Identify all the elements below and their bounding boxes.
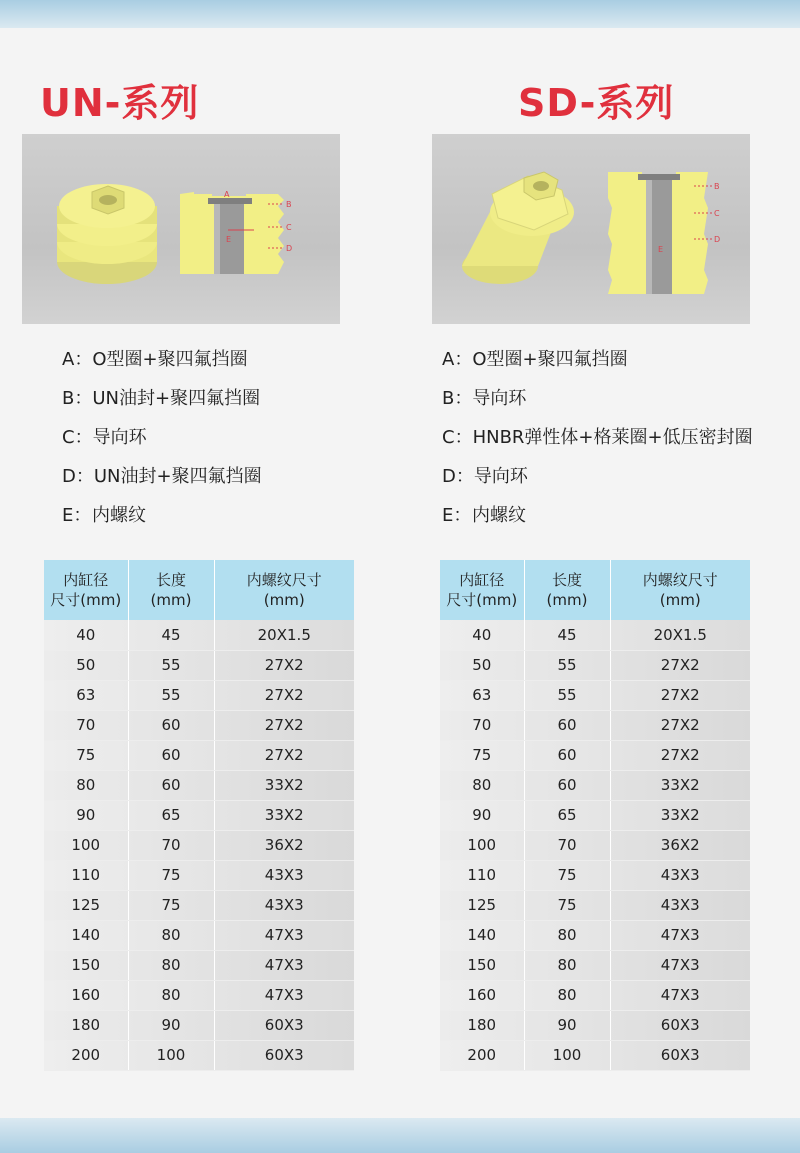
- cell-length: 60: [128, 710, 214, 740]
- un-callout-c: C: [286, 223, 292, 232]
- table-row: [44, 890, 354, 920]
- table-row: [44, 950, 354, 980]
- cell-thread-size: 47X3: [214, 980, 354, 1010]
- table-row: [44, 1040, 354, 1070]
- header-thread-size: 内螺纹尺寸 (mm): [610, 560, 750, 620]
- un-legend-item: [62, 426, 262, 465]
- cell-thread-size: 36X2: [214, 830, 354, 860]
- cell-bore-size: 180: [44, 1010, 128, 1040]
- un-seal-illustration: [22, 134, 340, 324]
- sd-legend-item: [442, 348, 753, 387]
- cell-bore-size: 140: [44, 920, 128, 950]
- cell-thread-size: 27X2: [610, 740, 750, 770]
- legend-key: E：: [442, 505, 472, 526]
- cell-bore-size: 63: [44, 680, 128, 710]
- cell-length: 80: [524, 980, 610, 1010]
- table-row: [440, 830, 750, 860]
- cell-bore-size: 90: [44, 800, 128, 830]
- cell-length: 55: [524, 680, 610, 710]
- cell-length: 80: [524, 920, 610, 950]
- cell-bore-size: 80: [44, 770, 128, 800]
- legend-key: A：: [442, 349, 473, 370]
- cell-thread-size: 27X2: [214, 680, 354, 710]
- sd-callout-d: D: [714, 235, 721, 244]
- table-row: [440, 920, 750, 950]
- cell-bore-size: 70: [44, 710, 128, 740]
- cell-length: 100: [524, 1040, 610, 1070]
- legend-key: D：: [442, 466, 474, 487]
- cell-thread-size: 27X2: [214, 740, 354, 770]
- header-thread-size: 内螺纹尺寸 (mm): [214, 560, 354, 620]
- un-legend: [62, 348, 262, 543]
- table-row: [44, 800, 354, 830]
- cell-length: 80: [128, 980, 214, 1010]
- cell-length: 75: [524, 860, 610, 890]
- cell-bore-size: 200: [44, 1040, 128, 1070]
- cell-length: 60: [128, 770, 214, 800]
- table-row: [44, 860, 354, 890]
- cell-bore-size: 100: [44, 830, 128, 860]
- header-length: 长度 (mm): [524, 560, 610, 620]
- header-bore-size: 内缸径 尺寸(mm): [44, 560, 128, 620]
- cell-thread-size: 43X3: [214, 860, 354, 890]
- cell-length: 70: [524, 830, 610, 860]
- cell-length: 70: [128, 830, 214, 860]
- legend-text: UN油封+聚四氟挡圈: [93, 466, 262, 487]
- cell-bore-size: 90: [440, 800, 524, 830]
- header-length: 长度 (mm): [128, 560, 214, 620]
- un-legend-item: [62, 465, 262, 504]
- un-seal-3d-model: [57, 184, 157, 284]
- cell-bore-size: 63: [440, 680, 524, 710]
- cell-thread-size: 20X1.5: [214, 620, 354, 650]
- cell-thread-size: 47X3: [610, 980, 750, 1010]
- table-row: [440, 800, 750, 830]
- sd-legend-item: [442, 504, 753, 543]
- legend-key: D：: [62, 466, 94, 487]
- table-row: [440, 650, 750, 680]
- cell-bore-size: 150: [440, 950, 524, 980]
- cell-thread-size: 36X2: [610, 830, 750, 860]
- cell-length: 90: [128, 1010, 214, 1040]
- cell-thread-size: 33X2: [214, 800, 354, 830]
- cell-length: 80: [128, 920, 214, 950]
- cell-bore-size: 160: [44, 980, 128, 1010]
- sd-seal-3d-model: [462, 172, 574, 284]
- table-row: [44, 920, 354, 950]
- cell-bore-size: 110: [440, 860, 524, 890]
- cell-bore-size: 200: [440, 1040, 524, 1070]
- cell-bore-size: 140: [440, 920, 524, 950]
- table-row: [44, 740, 354, 770]
- table-row: [440, 1010, 750, 1040]
- legend-key: B：: [442, 388, 473, 409]
- cell-thread-size: 47X3: [610, 920, 750, 950]
- table-row: [440, 710, 750, 740]
- cell-bore-size: 100: [440, 830, 524, 860]
- table-row: [440, 890, 750, 920]
- cell-bore-size: 160: [440, 980, 524, 1010]
- legend-key: B：: [62, 388, 93, 409]
- un-callout-d: D: [286, 244, 293, 253]
- cell-bore-size: 50: [44, 650, 128, 680]
- sd-series-title: SD-系列: [518, 81, 675, 125]
- cell-thread-size: 43X3: [214, 890, 354, 920]
- sd-spec-table: [440, 560, 750, 1071]
- cell-bore-size: 150: [44, 950, 128, 980]
- cell-length: 75: [128, 860, 214, 890]
- cell-length: 65: [128, 800, 214, 830]
- table-row: [440, 1040, 750, 1070]
- header-bore-size: 内缸径 尺寸(mm): [440, 560, 524, 620]
- cell-bore-size: 125: [440, 890, 524, 920]
- cell-length: 90: [524, 1010, 610, 1040]
- table-row: [44, 830, 354, 860]
- sd-legend: [442, 348, 753, 543]
- un-callout-a: A: [224, 190, 230, 199]
- table-row: [44, 1010, 354, 1040]
- cell-length: 75: [524, 890, 610, 920]
- legend-text: 内螺纹: [92, 505, 146, 526]
- top-band: [0, 0, 800, 28]
- cell-thread-size: 60X3: [214, 1010, 354, 1040]
- legend-text: O型圈+聚四氟挡圈: [92, 349, 248, 370]
- legend-text: 导向环: [92, 427, 147, 448]
- cell-bore-size: 70: [440, 710, 524, 740]
- cell-length: 45: [128, 620, 214, 650]
- table-row: [440, 950, 750, 980]
- cell-thread-size: 60X3: [610, 1010, 750, 1040]
- table-row: [440, 680, 750, 710]
- cell-thread-size: 27X2: [610, 680, 750, 710]
- cell-thread-size: 43X3: [610, 860, 750, 890]
- sd-legend-item: [442, 426, 753, 465]
- legend-text: 导向环: [472, 388, 527, 409]
- legend-text: O型圈+聚四氟挡圈: [472, 349, 628, 370]
- cell-thread-size: 20X1.5: [610, 620, 750, 650]
- cell-thread-size: 43X3: [610, 890, 750, 920]
- sd-legend-item: [442, 465, 753, 504]
- table-row: [44, 650, 354, 680]
- bottom-band: [0, 1118, 800, 1153]
- un-series-title: UN-系列: [40, 81, 200, 125]
- cell-thread-size: 60X3: [610, 1040, 750, 1070]
- sd-seal-cross-section: [608, 172, 708, 294]
- un-spec-table: [44, 560, 354, 1071]
- cell-length: 65: [524, 800, 610, 830]
- cell-length: 75: [128, 890, 214, 920]
- cell-thread-size: 33X2: [610, 770, 750, 800]
- cell-length: 60: [524, 770, 610, 800]
- cell-thread-size: 47X3: [214, 920, 354, 950]
- cell-bore-size: 180: [440, 1010, 524, 1040]
- legend-key: A：: [62, 349, 93, 370]
- cell-thread-size: 33X2: [610, 800, 750, 830]
- cell-length: 55: [128, 680, 214, 710]
- legend-text: HNBR弹性体+格莱圈+低压密封圈: [472, 427, 753, 448]
- table-row: [44, 770, 354, 800]
- legend-text: UN油封+聚四氟挡圈: [92, 388, 261, 409]
- un-legend-item: [62, 348, 262, 387]
- un-callout-e: E: [226, 235, 232, 244]
- cell-bore-size: 110: [44, 860, 128, 890]
- cell-bore-size: 50: [440, 650, 524, 680]
- cell-bore-size: 75: [440, 740, 524, 770]
- table-row: [44, 620, 354, 650]
- table-header-row: [440, 560, 750, 620]
- table-row: [440, 740, 750, 770]
- cell-bore-size: 40: [44, 620, 128, 650]
- legend-key: C：: [62, 427, 93, 448]
- un-callout-b: B: [286, 200, 292, 209]
- sd-legend-item: [442, 387, 753, 426]
- cell-length: 60: [524, 740, 610, 770]
- cell-length: 60: [128, 740, 214, 770]
- sd-seal-illustration: [432, 134, 750, 324]
- table-row: [440, 980, 750, 1010]
- cell-thread-size: 27X2: [610, 650, 750, 680]
- cell-bore-size: 75: [44, 740, 128, 770]
- un-legend-item: [62, 387, 262, 426]
- sd-callout-c: C: [714, 209, 720, 218]
- table-row: [44, 710, 354, 740]
- cell-thread-size: 27X2: [610, 710, 750, 740]
- un-seal-figure: [22, 134, 340, 324]
- table-row: [44, 680, 354, 710]
- cell-thread-size: 27X2: [214, 710, 354, 740]
- cell-thread-size: 47X3: [610, 950, 750, 980]
- un-legend-item: [62, 504, 262, 543]
- legend-text: 导向环: [473, 466, 528, 487]
- cell-thread-size: 27X2: [214, 650, 354, 680]
- cell-length: 80: [524, 950, 610, 980]
- cell-thread-size: 47X3: [214, 950, 354, 980]
- table-row: [440, 860, 750, 890]
- table-row: [440, 770, 750, 800]
- cell-thread-size: 33X2: [214, 770, 354, 800]
- legend-text: 内螺纹: [472, 505, 526, 526]
- legend-key: C：: [442, 427, 473, 448]
- sd-callout-b: B: [714, 182, 720, 191]
- sd-seal-figure: [432, 134, 750, 324]
- un-table-body: [44, 620, 354, 1070]
- legend-key: E：: [62, 505, 92, 526]
- cell-bore-size: 40: [440, 620, 524, 650]
- table-row: [44, 980, 354, 1010]
- cell-length: 100: [128, 1040, 214, 1070]
- cell-length: 45: [524, 620, 610, 650]
- cell-thread-size: 60X3: [214, 1040, 354, 1070]
- table-header-row: [44, 560, 354, 620]
- sd-table-body: [440, 620, 750, 1070]
- cell-length: 80: [128, 950, 214, 980]
- table-row: [440, 620, 750, 650]
- cell-bore-size: 125: [44, 890, 128, 920]
- cell-length: 60: [524, 710, 610, 740]
- cell-length: 55: [128, 650, 214, 680]
- cell-length: 55: [524, 650, 610, 680]
- cell-bore-size: 80: [440, 770, 524, 800]
- sd-callout-e: E: [658, 245, 664, 254]
